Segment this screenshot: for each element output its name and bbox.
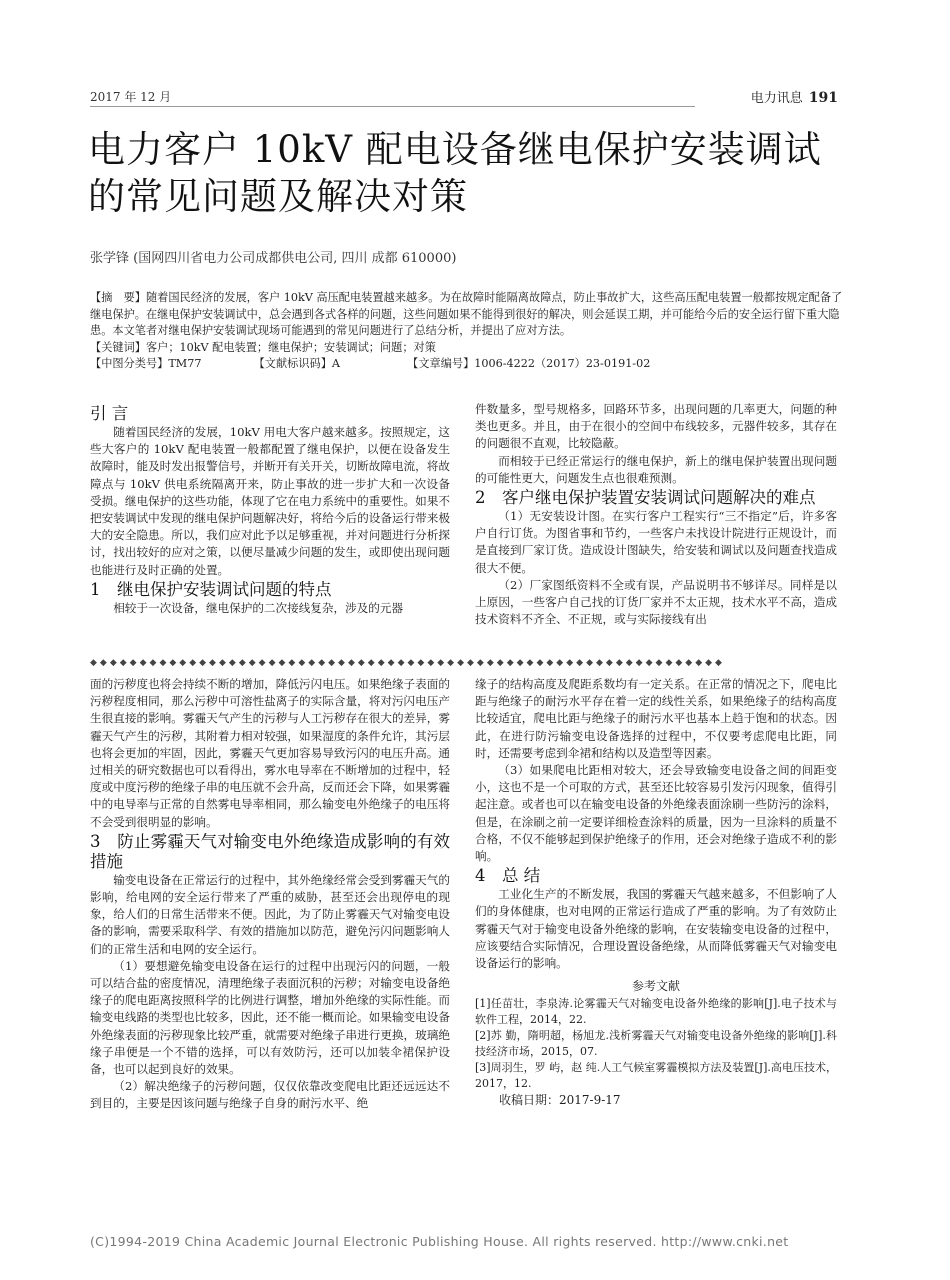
paper-title: 电力客户 10kV 配电设备继电保护安装调试的常见问题及解决对策 — [88, 128, 822, 218]
issue-date: 2017 年 12 月 — [90, 90, 172, 104]
paragraph: （1）无安装设计图。在实行客户工程实行“三不指定”后，许多客户自行订货。为图省事和节约，一些客户未找设计院进行正规设计，而是直接到厂家订货。造成设计图缺失，给安装和调试以及问题查找造成很大不便。 — [475, 509, 837, 575]
document-code: 【文献标识码】A — [253, 357, 340, 371]
received-date: 收稿日期：2017-9-17 — [499, 1093, 621, 1108]
paragraph: （2）解决绝缘子的污秽问题，仅仅依靠改变爬电比距还远远达不到目的，主要是因该问题与绝缘子自身的耐污水平、绝 — [90, 1079, 450, 1111]
journal-name: 电力讯息 — [750, 91, 803, 106]
article-separator: ◆◆◆◆◆◆◆◆◆◆◆◆◆◆◆◆◆◆◆◆◆◆◆◆◆◆◆◆◆◆◆◆◆◆◆◆◆◆◆◆◆◆◆◆◆◆◆◆◆◆◆◆◆◆◆◆◆◆◆◆◆◆◆◆ — [90, 659, 725, 667]
author-affiliation: 张学锋 (国网四川省电力公司成都供电公司, 四川 成都 610000) — [90, 251, 457, 266]
page-number: 191 — [808, 90, 838, 106]
copyright-footer: (C)1994-2019 China Academic Journal Electronic Publishing House. All rights reserved. http://www.cnki.net — [90, 1234, 789, 1249]
section-heading-3: 3 防止雾霾天气对输变电外绝缘造成影响的有效措施 — [90, 831, 450, 871]
paragraph: （2）厂家图纸资料不全或有误，产品说明书不够详尽。同样是以上原因，一些客户自己找的订货厂家并不太正规，技术水平不高，造成技术资料不齐全、不正规，或与实际接线有出 — [475, 577, 837, 627]
abstract-block — [90, 290, 850, 373]
article-number: 【文章编号】1006-4222（2017）23-0191-02 — [407, 357, 651, 371]
paragraph: 而相较于已经正常运行的继电保护，新上的继电保护装置出现问题的可能性更大，问题发生点也很难预测。 — [475, 453, 837, 485]
column-right-bottom — [475, 676, 837, 1109]
references-title: 参考文献 — [631, 979, 680, 994]
column-left-bottom — [90, 676, 450, 1113]
keywords: 【关键词】客户；10kV 配电装置；继电保护；安装调试；问题；对策 — [90, 340, 436, 354]
paragraph: 工业化生产的不断发展，我国的雾霾天气越来越多，不但影响了人们的身体健康，也对电网的正常运行造成了严重的影响。为了有效防止雾霾天气对于输变电设备外绝缘的影响，在安装输变电设备的过程中，应该要结合实际情况，合理设置设备绝缘，从而降低雾霾天气对输变电设备运行的影响。 — [475, 887, 837, 971]
paragraph: 输变电设备在正常运行的过程中，其外绝缘经常会受到雾霾天气的影响，给电网的安全运行带来了严重的威胁，甚至还会出现停电的现象，给人们的日常生活带来不便。因此，为了防止雾霾天气对输变电设备的影响，需要采取科学、有效的措施加以防范，避免污闪问题影响人们的正常生活和电网的安全运行。 — [90, 872, 450, 956]
paragraph: 相较于一次设备，继电保护的二次接线复杂，涉及的元器 — [113, 600, 404, 615]
paragraph: （1）要想避免输变电设备在运行的过程中出现污闪的问题，一般可以结合盐的密度情况，清理绝缘子表面沉积的污秽；对输变电设备绝缘子的爬电距离按照科学的比例进行调整，增加外绝缘的实际性能。而输变电线路的类型也比较多，因此，还不能一概而论。如果输变电设备外绝缘表面的污秽现象比较严重，就需要对绝缘子串进行更换，玻璃绝缘子串便是一个不错的选择，可以有效防污，还可以加装伞裙保护设备，也可以起到良好的效果。 — [90, 958, 450, 1077]
section-heading-2: 2 客户继电保护装置安装调试问题解决的难点 — [475, 488, 816, 508]
section-heading-4: 4 总 结 — [475, 866, 541, 886]
classification-line — [90, 356, 850, 373]
paragraph: 件数量多，型号规格多，回路环节多，出现问题的几率更大，问题的种类也更多。并且，由于在很小的空间中布线较多，元器件较多，其存在的问题很不直观，比较隐蔽。 — [475, 402, 837, 451]
clc-number: 【中图分类号】TM77 — [90, 357, 202, 371]
journal-header — [751, 87, 838, 106]
paragraph: 面的污秽度也将会持续不断的增加，降低污闪电压。如果绝缘子表面的污秽程度相同，那么污秽中可溶性盐离子的实际含量，将对污闪电压产生很直接的影响。雾霾天气产生的污秽与人工污秽存在很大的差异，雾霾天气产生的污秽，其附着力相对较强，如果湿度的条件允许，其污层也将会更加的牢固，因此，雾霾天气更加容易导致污闪的电压升高。通过相关的研究数据也可以看得出，雾水电导率在不断增加的过程中，轻度或中度污秽的绝缘子串的电压就不会升高，反而还会下降，如果雾霾中的电导率与正常的自然雾电导率相同，那么输变电外绝缘子的电压将不会受到很明显的影响。 — [90, 677, 450, 829]
reference-item: [2]苏 勤，隋明超，杨旭龙.浅析雾霾天气对输变电设备外绝缘的影响[J].科技经济市场，2015，07. — [475, 1029, 837, 1059]
section-heading-intro: 引 言 — [90, 404, 129, 423]
header-rule — [90, 106, 695, 107]
section-heading-1: 1 继电保护安装调试问题的特点 — [90, 579, 332, 599]
abstract-text: 【摘 要】随着国民经济的发展，客户 10kV 高压配电装置越来越多。为在故障时能隔离故障点，防止事故扩大，这些高压配电装置一般都按规定配备了继电保护。在继电保护安装调试中，总会遇到各式各样的问题，这些问题如果不能得到很好的解决，则会延误工期，并可能给今后的安全运行留下重大隐患。本文笔者对继电保护安装调试现场可能遇到的常见问题进行了总结分析，并提出了应对方法。 — [90, 291, 843, 338]
paragraph: 随着国民经济的发展，10kV 用电大客户越来越多。按照规定，这些大客户的 10kV 配电装置一般都配置了继电保护，以便在设备发生故障时，能及时发出报警信号，并断开有关开关，切断故障电流，将故障点与 10kV 供电系统隔离开来，防止事故的进一步扩大和一次设备受损。继电保护的这些功能，体现了它在电力系统中的重要性。如果不把安装调试中发现的继电保护问题解决好，将给今后的设备运行带来极大的安全隐患。所以，我们应对此予以足够重视，并对问题进行分析探讨，找出较好的应对之策，以便尽量减少问题的发生，或即使出现问题也能进行及时正确的处置。 — [90, 425, 450, 577]
reference-item: [1]任苗壮，李泉涛.论雾霾天气对输变电设备外绝缘的影响[J].电子技术与软件工程，2014，22. — [475, 997, 837, 1027]
column-left-top — [90, 403, 450, 617]
paragraph: （3）如果爬电比距相对较大，还会导致输变电设备之间的间距变小，这也不是一个可取的方式，甚至还比较容易引发污闪现象，值得引起注意。或者也可以在输变电设备的外绝缘表面涂刷一些防污的涂料，但是，在涂刷之前一定要详细检查涂料的质量，因为一旦涂料的质量不合格，不仅不能够起到保护绝缘子的作用，还会对绝缘子造成不利的影响。 — [475, 763, 837, 864]
references — [475, 978, 837, 1092]
paragraph: 缘子的结构高度及爬距系数均有一定关系。在正常的情况之下，爬电比距与绝缘子的耐污水平存在着一定的线性关系，如果绝缘子的结构高度比较适宜，爬电比距与绝缘子的耐污水平也基本上趋于饱和的状态。因此，在进行防污输变电设备选择的过程中，不仅要考虑爬电比距，同时，还需要考虑到伞裙和结构以及造型等因素。 — [475, 677, 837, 760]
column-right-top — [475, 401, 837, 628]
reference-item: [3]周羽生，罗 屿，赵 纯.人工气候室雾霾模拟方法及装置[J].高电压技术，2017，12. — [475, 1061, 837, 1091]
